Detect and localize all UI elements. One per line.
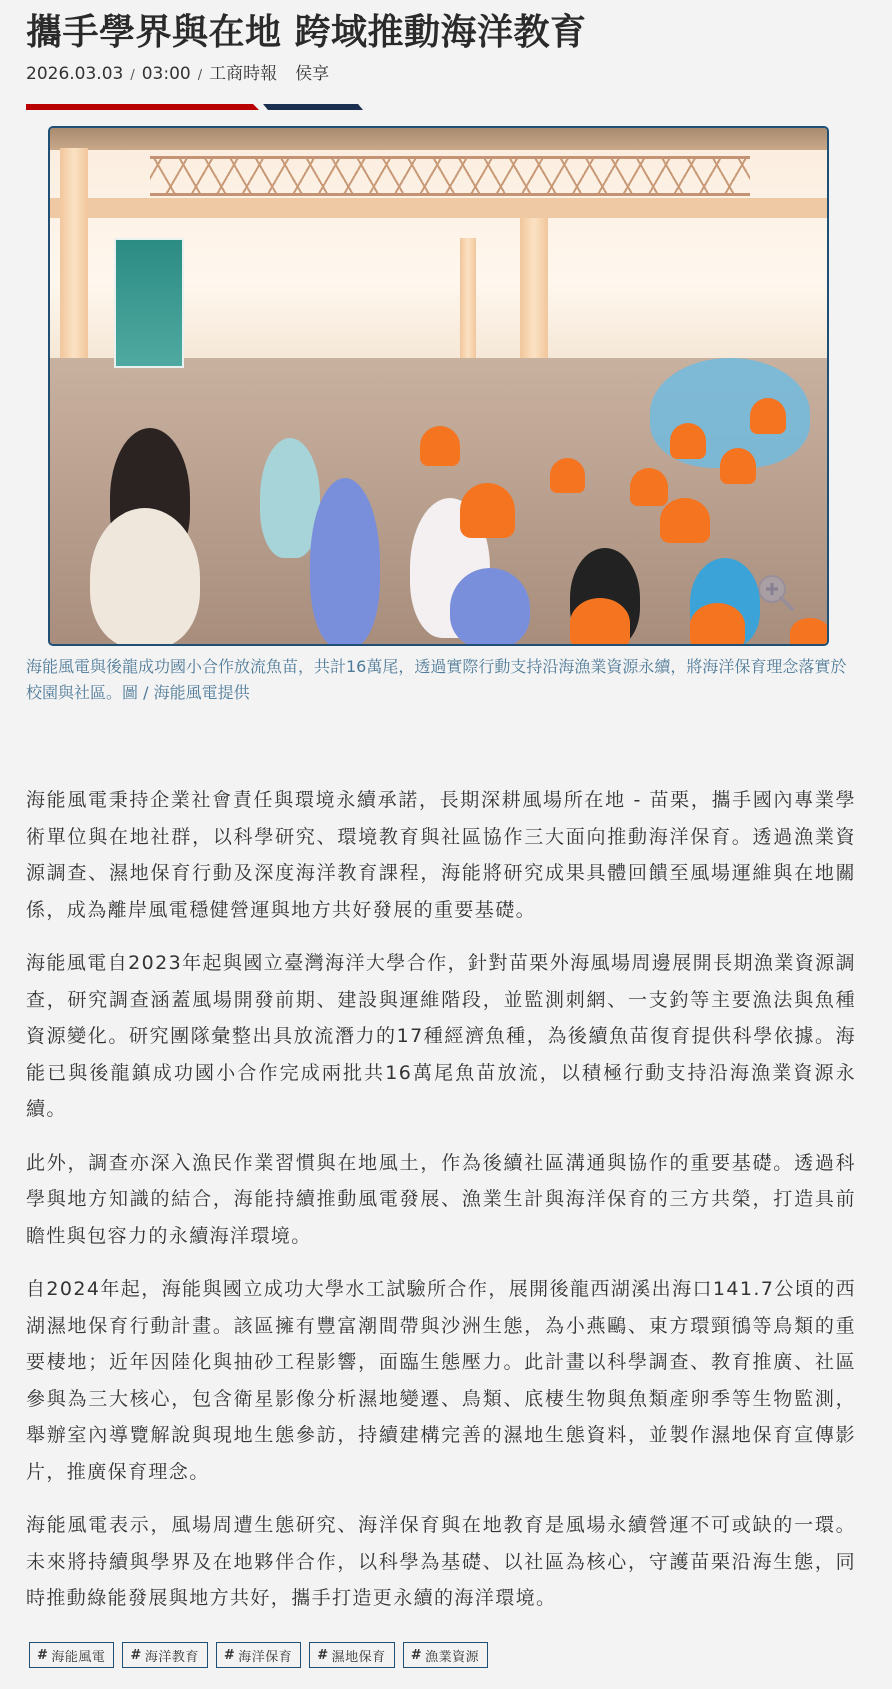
photo-orange-hat	[420, 426, 460, 466]
photo-beam	[50, 198, 827, 218]
author-name: 侯享	[295, 64, 330, 84]
hash-icon: #	[317, 1647, 329, 1663]
magnifier-plus-icon[interactable]	[755, 572, 795, 612]
tag-label: 漁業資源	[425, 1649, 480, 1665]
decoration-red-stripe	[26, 104, 259, 110]
news-source: 工商時報	[209, 64, 278, 84]
publish-time: 03:00	[141, 64, 191, 84]
photo-railing	[150, 156, 750, 196]
photo-caption: 海能風電與後龍成功國小合作放流魚苗，共計16萬尾，透過實際行動支持沿海漁業資源永續，將海洋保育理念落實於校園與社區。圖 / 海能風電提供	[26, 657, 847, 702]
body-paragraph: 海能風電秉持企業社會責任與環境永續承諾，長期深耕風場所在地 - 苗栗，攜手國內專業學術單位與在地社群，以科學研究、環境教育與社區協作三大面向推動海洋保育。透過漁業資源調查、濕地保育行動及深度海洋教育課程，海能將研究成果具體回饋至風場運維與在地關係，成為離岸風電穩健營運與地方共好發展的重要基礎。	[26, 789, 856, 921]
photo-ceiling	[50, 128, 827, 150]
hash-icon: #	[410, 1647, 423, 1663]
tag-label: 海洋教育	[144, 1649, 199, 1665]
article-body	[26, 782, 856, 1634]
photo-orange-hat	[460, 483, 515, 538]
tag-link[interactable]	[122, 1642, 207, 1668]
photo-orange-hat	[630, 468, 668, 506]
publish-date: 2026.03.03	[26, 64, 124, 84]
body-paragraph: 此外，調查亦深入漁民作業習慣與在地風土，作為後續社區溝通與協作的重要基礎。透過科學與地方知識的結合，海能持續推動風電發展、漁業生計與海洋保育的三方共榮，打造具前瞻性與包容力的永續海洋環境。	[26, 1151, 856, 1247]
hash-icon: #	[130, 1647, 142, 1663]
tag-link[interactable]	[29, 1642, 114, 1668]
article-meta	[26, 62, 329, 86]
tag-label: 海能風電	[51, 1649, 106, 1665]
body-paragraph: 自2024年起，海能與國立成功大學水工試驗所合作，展開後龍西湖溪出海口141.7公頃的西湖濕地保育行動計畫。該區擁有豐富潮間帶與沙洲生態，為小燕鷗、東方環頸鴴等鳥類的重要棲地；近年因陸化與抽砂工程影響，面臨生態壓力。此計畫以科學調查、教育推廣、社區參與為三大核心，包含衛星影像分析濕地變遷、鳥類、底棲生物與魚類產卵季等生物監測，舉辦室內導覽解說與現地生態參訪，持續建構完善的濕地生態資料，並製作濕地保育宣傳影片，推廣保育理念。	[26, 1278, 856, 1483]
hash-icon: #	[223, 1647, 236, 1663]
article-title: 攜手學界與在地 跨域推動海洋教育	[26, 11, 587, 53]
photo-orange-hat	[790, 618, 829, 646]
photo-orange-hat	[550, 458, 585, 493]
hash-icon: #	[37, 1647, 49, 1663]
tag-link[interactable]	[309, 1642, 394, 1668]
title-decoration-bar	[26, 104, 366, 110]
tag-list	[29, 1642, 488, 1668]
body-paragraph: 海能風電自2023年起與國立臺灣海洋大學合作，針對苗栗外海風場周邊展開長期漁業資源調查，研究調查涵蓋風場開發前期、建設與運維階段，並監測刺網、一支釣等主要漁法與魚種資源變化。研究團隊彙整出具放流潛力的17種經濟魚種，為後續魚苗復育提供科學依據。海能已與後龍鎮成功國小合作完成兩批共16萬尾魚苗放流，以積極行動支持沿海漁業資源永續。	[26, 952, 856, 1120]
body-paragraph: 海能風電表示，風場周遭生態研究、海洋保育與在地教育是風場永續營運不可或缺的一環。未來將持續與學界及在地夥伴合作，以科學為基礎、以社區為核心，守護苗栗沿海生態，同時推動綠能發展與地方共好，攜手打造更永續的海洋環境。	[26, 1514, 856, 1609]
photo-banner	[114, 238, 184, 368]
tag-link[interactable]	[403, 1642, 488, 1668]
photo-orange-hat	[750, 398, 786, 434]
meta-separator: /	[130, 68, 135, 83]
meta-separator: /	[197, 68, 203, 83]
decoration-navy-stripe	[263, 104, 363, 110]
photo-orange-hat	[670, 423, 706, 459]
article-photo[interactable]	[48, 126, 829, 646]
tag-link[interactable]	[216, 1642, 301, 1668]
photo-orange-hat	[690, 603, 745, 646]
photo-child	[450, 568, 530, 646]
tag-label: 濕地保育	[331, 1649, 386, 1665]
photo-orange-hat	[660, 498, 710, 543]
photo-orange-hat	[570, 598, 630, 646]
photo-pillar	[60, 148, 88, 368]
photo-child	[310, 478, 380, 646]
photo-pillar	[460, 238, 476, 368]
photo-orange-hat	[720, 448, 756, 484]
photo-child	[90, 508, 200, 646]
tag-label: 海洋保育	[238, 1649, 293, 1665]
photo-pillar	[520, 218, 548, 378]
